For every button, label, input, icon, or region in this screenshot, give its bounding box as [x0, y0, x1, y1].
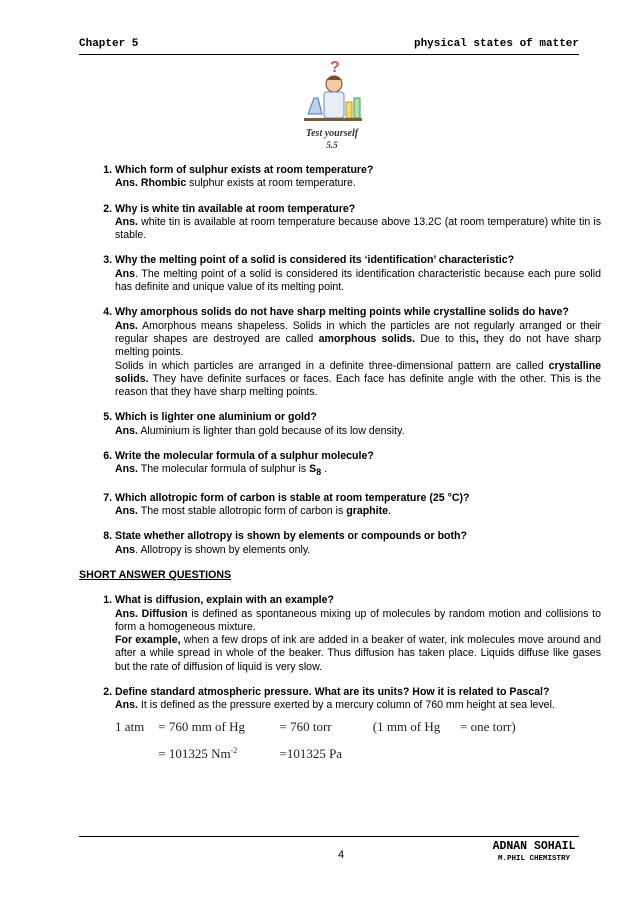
eq-term: = one torr) — [460, 718, 516, 734]
page-header — [79, 38, 579, 54]
test-yourself-list — [79, 164, 601, 557]
answer-text: sulphur exists at room temperature. — [186, 177, 356, 190]
list-item — [115, 450, 601, 480]
list-item — [115, 411, 601, 438]
flask-icon — [308, 98, 322, 114]
eq-term: = 760 torr — [279, 718, 332, 734]
question-text: 1. Which form of sulphur exists at room temperature? — [115, 164, 374, 176]
answer-text: Aluminium is lighter than gold because of its low density. — [137, 424, 405, 437]
list-item — [115, 530, 601, 557]
question-text: 3. Why the melting point of a solid is considered its ‘identification’ characteristic? — [115, 254, 515, 267]
short-answer-list — [79, 594, 601, 766]
answer-label: Ans. — [115, 215, 138, 228]
figure-caption: Test yourself — [305, 128, 359, 139]
author-name: ADNAN SOHAIL — [492, 840, 576, 853]
section-title: SHORT ANSWER QUESTIONS — [79, 568, 232, 581]
example-text: when a few drops of ink are added in a beaker of water, ink molecules move around and after a while spread in whole of the beaker. Thus diffusion has taken place. Liquids diffuse like gases but the rate of diffusion of liquid is very slow. — [115, 634, 601, 673]
eq-term: (1 mm of Hg — [372, 718, 441, 734]
answer-text: They have definite surfaces or faces. Each face has definite angle with the other. This is the reason that they have sharp melting points. — [115, 372, 601, 399]
answer-label: Ans — [115, 267, 136, 280]
answer-text: . The melting point of a solid is considered its identification characteristic because each pure solid has definite and unique value of its melting point. — [115, 267, 601, 294]
answer-end: . — [388, 505, 391, 518]
answer-label: Ans. — [115, 505, 138, 518]
formula-subscript: 8 — [316, 467, 322, 478]
answer-end: . — [321, 463, 328, 476]
header-rule — [79, 54, 579, 55]
answer-comma: , — [475, 332, 479, 345]
list-item — [115, 203, 601, 243]
answer-text: The molecular formula of sulphur is — [137, 463, 310, 476]
page-body — [79, 164, 601, 778]
answer-text: . Allotropy is shown by elements only. — [135, 543, 311, 556]
eq-term: =101325 Pa — [279, 745, 343, 761]
question-text: 1. What is diffusion, explain with an example? — [115, 594, 334, 607]
question-mark: ? — [330, 59, 340, 76]
question-text: 2. Define standard atmospheric pressure. What are its units? How it is related to Pascal? — [115, 686, 550, 699]
term-graphite: graphite — [346, 505, 389, 518]
answer-label: Ans. — [115, 424, 138, 437]
answer-label: Ans. — [115, 463, 138, 476]
list-item — [115, 306, 601, 399]
figure-number: 5.5 — [326, 140, 338, 150]
answer-label: Ans. Diffusion — [115, 607, 188, 620]
list-item — [115, 164, 601, 191]
list-item — [115, 254, 601, 294]
formula: S — [309, 463, 317, 476]
eq-term: = 760 mm of Hg — [158, 718, 246, 734]
eq-term: = 101325 Nm — [158, 745, 231, 761]
answer-text: Due to this — [415, 332, 476, 345]
chapter-topic: physical states of matter — [413, 38, 579, 50]
answer-text: The most stable allotropic form of carbon is — [137, 505, 347, 518]
question-text: 7. Which allotropic form of carbon is stable at room temperature (25 °C)? — [115, 491, 470, 504]
term-crystalline: crystalline solids. — [115, 359, 601, 385]
answer-text: they do not have sharp melting points. — [115, 332, 601, 359]
page-number: 4 — [338, 849, 345, 861]
question-text: 6. Write the molecular formula of a sulphur molecule? — [115, 450, 374, 463]
answer-label: Ans. — [115, 699, 138, 712]
question-text: 2. Why is white tin available at room temperature? — [115, 202, 356, 215]
answer-text: white tin is available at room temperature because above 13.2C (at room temperature) white tin is stable. — [115, 215, 601, 242]
footer-rule — [79, 836, 579, 837]
list-item — [115, 492, 601, 519]
answer-label: Ans. Rhombic — [115, 177, 187, 190]
pressure-equation — [115, 715, 601, 766]
test-yourself-illustration — [300, 58, 364, 158]
list-item — [115, 686, 601, 766]
lab-coat-icon — [324, 92, 344, 118]
list-item — [115, 594, 601, 674]
author-block — [484, 840, 584, 863]
answer-text: It is defined as the pressure exerted by a mercury column of 760 mm height at sea level. — [137, 699, 555, 712]
chapter-label: Chapter 5 — [79, 38, 139, 50]
question-text: 8. State whether allotropy is shown by elements or compounds or both? — [115, 530, 467, 543]
question-text: 4. Why amorphous solids do not have sharp melting points while crystalline solids do have? — [115, 306, 569, 319]
term-amorphous: amorphous solids. — [318, 332, 416, 345]
answer-label: Ans. — [115, 319, 138, 332]
question-text: 5. Which is lighter one aluminium or gold? — [115, 411, 317, 424]
author-degree: M.PHIL CHEMISTRY — [497, 855, 570, 863]
answer-text: is defined as spontaneous mixing up of molecules by random motion and collisions to form a homogeneous mixture. — [115, 607, 601, 633]
eq-exponent: -2 — [230, 745, 238, 755]
example-label: For example, — [115, 634, 181, 647]
eq-term: 1 atm — [115, 718, 145, 734]
answer-text: Solids in which particles are arranged in a definite three-dimensional pattern are called — [115, 359, 549, 372]
answer-text: Amorphous means shapeless. Solids in which the particles are not regularly arranged or their regular shapes are destroyed are called — [115, 319, 601, 345]
answer-label: Ans — [115, 543, 136, 556]
